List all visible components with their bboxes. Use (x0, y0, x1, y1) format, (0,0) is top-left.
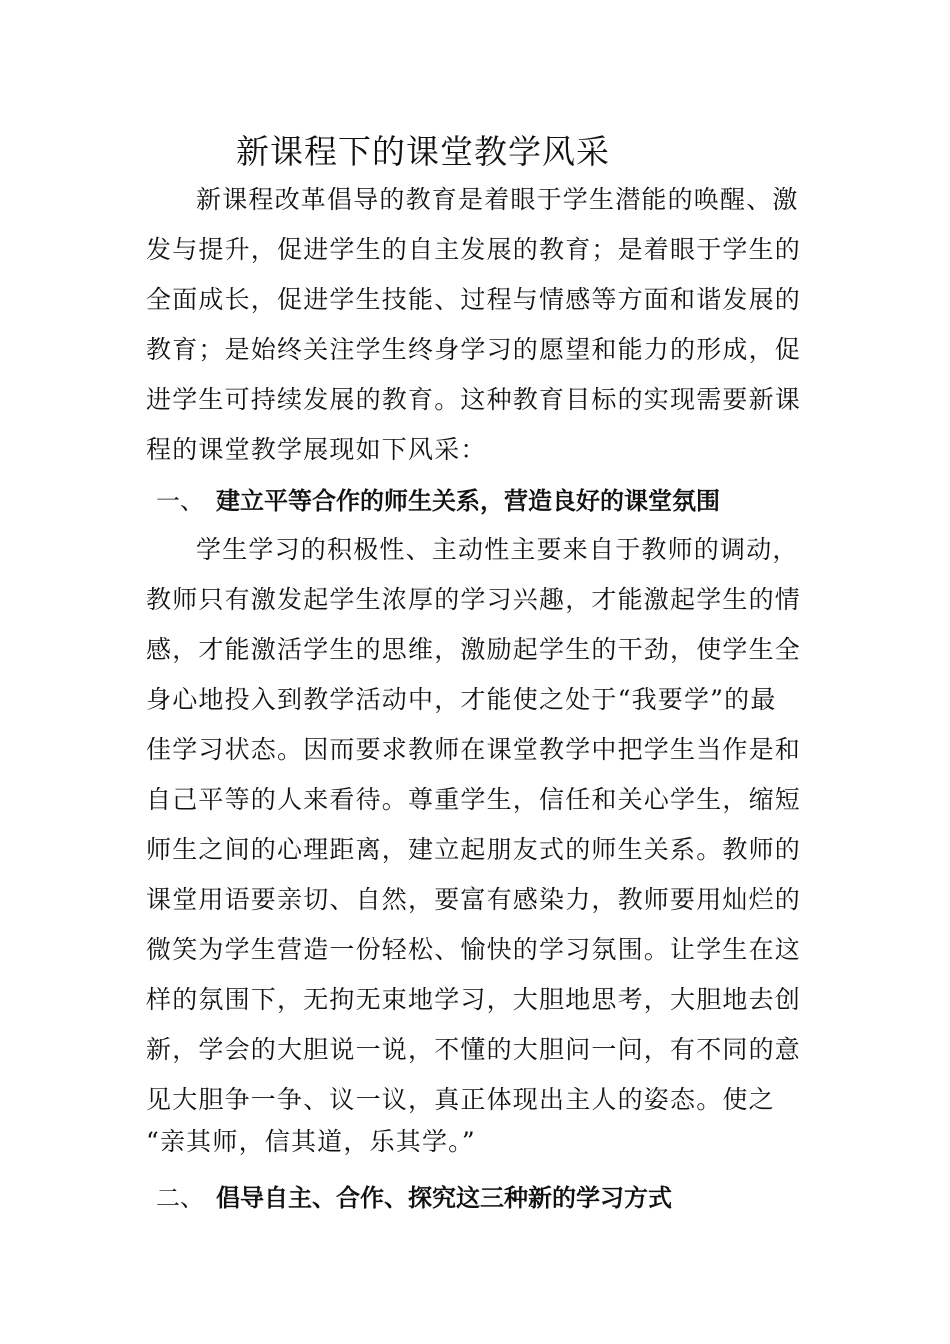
paragraph-line: 感，才能激活学生的思维，激励起学生的干劲，使学生全 (146, 635, 802, 664)
section-title: 倡导自主、合作、探究这三种新的学习方式 (216, 1184, 672, 1212)
paragraph-line: 见大胆争一争、议一议，真正体现出主人的姿态。使之 (146, 1085, 775, 1114)
paragraph-line: 新，学会的大胆说一说，不懂的大胆问一问，有不同的意 (146, 1035, 802, 1064)
section-heading-1 (156, 483, 720, 519)
document-title: 新课程下的课堂教学风采 (236, 132, 610, 171)
paragraph-line: 身心地投入到教学活动中，才能使之处于“我要学”的最 (146, 685, 777, 714)
paragraph-line: “亲其师，信其道，乐其学。” (146, 1127, 476, 1156)
paragraph-line: 样的氛围下，无拘无束地学习，大胆地思考，大胆地去创 (146, 985, 802, 1014)
paragraph-line: 课堂用语要亲切、自然，要富有感染力，教师要用灿烂的 (146, 885, 802, 914)
paragraph-line: 教师只有激发起学生浓厚的学习兴趣，才能激起学生的情 (146, 585, 802, 614)
intro-line: 进学生可持续发展的教育。这种教育目标的实现需要新课 (146, 385, 802, 414)
section-number: 二、 (156, 1184, 204, 1212)
section-heading-2 (156, 1180, 672, 1216)
section-title: 建立平等合作的师生关系，营造良好的课堂氛围 (216, 487, 720, 515)
intro-line: 程的课堂教学展现如下风采： (146, 435, 487, 464)
intro-line: 新课程改革倡导的教育是着眼于学生潜能的唤醒、激 (196, 185, 799, 214)
section-number: 一、 (156, 487, 204, 515)
paragraph-line: 佳学习状态。因而要求教师在课堂教学中把学生当作是和 (146, 735, 802, 764)
intro-line: 发与提升，促进学生的自主发展的教育；是着眼于学生的 (146, 235, 802, 264)
intro-line: 教育；是始终关注学生终身学习的愿望和能力的形成，促 (146, 335, 802, 364)
paragraph-line: 师生之间的心理距离，建立起朋友式的师生关系。教师的 (146, 835, 802, 864)
paragraph-line: 微笑为学生营造一份轻松、愉快的学习氛围。让学生在这 (146, 935, 802, 964)
paragraph-line: 学生学习的积极性、主动性主要来自于教师的调动， (196, 535, 799, 564)
paragraph-line: 自己平等的人来看待。尊重学生，信任和关心学生，缩短 (146, 785, 802, 814)
intro-line: 全面成长，促进学生技能、过程与情感等方面和谐发展的 (146, 285, 802, 314)
